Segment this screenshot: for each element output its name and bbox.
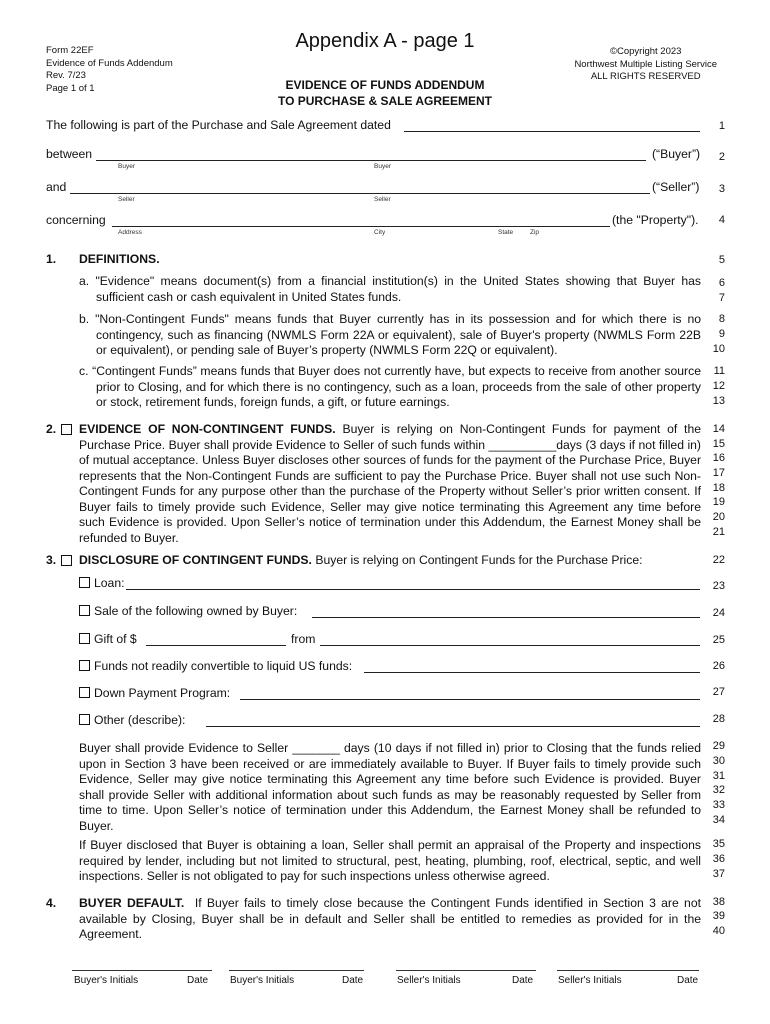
line-number: 17 xyxy=(712,467,725,479)
line-number: 24 xyxy=(712,607,725,619)
line-number: 32 xyxy=(712,784,725,796)
sale-checkbox[interactable] xyxy=(79,605,90,616)
section-2-number: 2. xyxy=(46,422,57,436)
section-1-number: 1. xyxy=(46,252,57,266)
organization: Northwest Multiple Listing Service xyxy=(574,58,717,70)
line-number: 37 xyxy=(712,868,725,880)
other-field[interactable] xyxy=(206,726,700,727)
seller-tag: (“Seller”) xyxy=(652,180,700,194)
line-number: 25 xyxy=(712,634,725,646)
option-gift-label: Gift of $ xyxy=(94,632,137,646)
date-label-2: Date xyxy=(342,975,364,986)
line-number: 12 xyxy=(712,380,725,392)
line-number: 40 xyxy=(712,925,725,937)
page-count: Page 1 of 1 xyxy=(46,82,95,94)
definition-b: b. "Non-Contingent Funds" means funds that Buyer currently has in its possession and for which there is no contingency, such as financing (NWMLS Form 22A or equivalent), sale of Buyer's property (NWMLS Form 22B or equivalent), or pending sale of Buyer’s property (NWMLS Form 22Q or equivalent). xyxy=(79,312,701,357)
option-funds xyxy=(79,659,352,675)
line-number: 28 xyxy=(712,713,725,725)
seller-initials-label-1: Seller's Initials xyxy=(397,975,461,986)
line-number: 16 xyxy=(712,452,725,464)
line-number: 38 xyxy=(712,896,725,908)
line-number: 13 xyxy=(712,395,725,407)
option-down-payment xyxy=(79,686,230,702)
seller-initials-line-2[interactable] xyxy=(557,970,699,971)
definition-a: a. "Evidence" means document(s) from a financial institution(s) in the United States showing that Buyer has sufficient cash or cash equivalent in United States funds. xyxy=(79,274,701,304)
line-number: 33 xyxy=(712,799,725,811)
property-tag: (the "Property"). xyxy=(612,213,699,227)
form-number: Form 22EF xyxy=(46,45,94,56)
line-number: 36 xyxy=(712,853,725,865)
seller-initials-label-2: Seller's Initials xyxy=(558,975,622,986)
buyer-sub-1: Buyer xyxy=(118,163,135,170)
line-number: 35 xyxy=(712,838,725,850)
seller-sub-1: Seller xyxy=(118,196,135,203)
line-number: 18 xyxy=(712,482,725,494)
section-3-checkbox[interactable] xyxy=(61,555,72,566)
option-funds-label: Funds not readily convertible to liquid US funds: xyxy=(94,659,353,673)
section-3-number: 3. xyxy=(46,553,57,567)
copyright-block xyxy=(574,46,717,84)
zip-sub: Zip xyxy=(530,229,540,236)
gift-from-label: from xyxy=(291,632,316,646)
funds-field[interactable] xyxy=(364,672,700,673)
line-number: 23 xyxy=(712,580,725,592)
property-field[interactable] xyxy=(112,226,610,227)
line-number: 8 xyxy=(718,313,725,325)
line-number: 20 xyxy=(712,511,725,523)
form-name: Evidence of Funds Addendum xyxy=(46,57,173,69)
buyer-tag: (“Buyer”) xyxy=(652,147,701,161)
line-number: 27 xyxy=(712,686,725,698)
appendix-title: Appendix A - page 1 xyxy=(295,30,475,52)
line-number: 21 xyxy=(712,526,725,538)
seller-initials-line-1[interactable] xyxy=(396,970,536,971)
line-number: 11 xyxy=(713,365,725,377)
section-2-text xyxy=(79,422,701,546)
line-number: 15 xyxy=(712,438,725,450)
line-number: 19 xyxy=(712,496,725,508)
gift-amount-field[interactable] xyxy=(146,645,286,646)
option-sale xyxy=(79,604,297,620)
option-other-label: Other (describe): xyxy=(94,713,186,727)
option-gift xyxy=(79,632,137,648)
title-line-2: TO PURCHASE & SALE AGREEMENT xyxy=(277,94,493,108)
section-2-title: EVIDENCE OF NON-CONTINGENT FUNDS. xyxy=(79,422,336,436)
section-2-body: Buyer is relying on Non-Contingent Funds for payment of the Purchase Price. Buyer shall provide Evidence to Seller of such funds within __________days (3 days if not filled in) of mutual acceptance. Unless Buyer discloses other sources of funds for the payment of the Purchase Price, Buyer represents that the Non-Contingent Funds are sufficient to pay the Purchase Price. Buyer shall not use such Non-Contingent Funds for any purpose other than the purchase of the Property without Seller’s prior written consent. If Buyer fails to timely provide such Evidence, Seller may give notice terminating this Agreement any time before such Evidence is provided. Upon Seller’s notice of termination under this Addendum, the Earnest Money shall be refunded to Buyer. xyxy=(79,422,702,545)
option-down-payment-label: Down Payment Program: xyxy=(94,686,231,700)
buyer-sub-2: Buyer xyxy=(374,163,391,170)
down-payment-checkbox[interactable] xyxy=(79,687,90,698)
section-1-title: DEFINITIONS. xyxy=(79,252,160,266)
between-label: between xyxy=(46,147,93,161)
line-number: 2 xyxy=(718,151,725,163)
copyright: ©Copyright 2023 xyxy=(610,46,682,57)
line-number: 29 xyxy=(712,740,725,752)
line-number: 5 xyxy=(718,254,725,266)
sale-field[interactable] xyxy=(312,617,700,618)
line-number: 26 xyxy=(712,660,725,672)
line-number: 34 xyxy=(712,814,725,826)
line-number: 1 xyxy=(718,120,725,132)
loan-checkbox[interactable] xyxy=(79,577,90,588)
section-4-body: If Buyer fails to timely close because the Contingent Funds identified in Section 3 are not available by Closing, Buyer shall be in default and Seller shall be entitled to remedies as provided for in the Agreement. xyxy=(79,896,701,941)
line-number: 6 xyxy=(718,277,725,289)
down-payment-field[interactable] xyxy=(240,699,700,700)
section-3-paragraph-1: Buyer shall provide Evidence to Seller _______ days (10 days if not filled in) prior to Closing that the funds relied upon in Section 3 have been received or are immediately available to Buyer. If Buyer fails to timely provide such Evidence, Seller may give notice terminating this Agreement any time before such Evidence is provided. Buyer shall provide Seller with additional information about such funds as may be reasonably requested by Seller from time to time. Upon Seller’s notice of termination under this Addendum, the Earnest Money shall be refunded to Buyer. xyxy=(79,741,701,833)
line-number: 4 xyxy=(718,214,725,226)
buyer-initials-line-1[interactable] xyxy=(72,970,212,971)
buyer-initials-label-1: Buyer's Initials xyxy=(74,975,139,986)
loan-field[interactable] xyxy=(126,589,700,590)
seller-field[interactable] xyxy=(70,193,650,194)
buyer-field[interactable] xyxy=(96,160,646,161)
line-number: 30 xyxy=(712,755,725,767)
address-sub: Address xyxy=(118,229,142,236)
section-3-paragraph-2: If Buyer disclosed that Buyer is obtaining a loan, Seller shall permit an appraisal of the Property and inspections required by lender, including but not limited to structural, pest, heating, plumbing, roof, electrical, septic, and well inspections. Seller is not obligated to pay for such inspections unless otherwise agreed. xyxy=(79,838,701,883)
title-line-1: EVIDENCE OF FUNDS ADDENDUM xyxy=(285,78,485,92)
dated-field[interactable] xyxy=(404,131,700,132)
city-sub: City xyxy=(374,229,386,236)
other-checkbox[interactable] xyxy=(79,714,90,725)
line-number: 9 xyxy=(718,328,725,340)
option-loan xyxy=(79,576,125,592)
buyer-initials-label-2: Buyer's Initials xyxy=(230,975,295,986)
buyer-initials-line-2[interactable] xyxy=(229,970,364,971)
section-2-checkbox[interactable] xyxy=(61,424,72,435)
date-label-4: Date xyxy=(677,975,699,986)
line-number: 10 xyxy=(712,343,725,355)
line-number: 3 xyxy=(718,183,725,195)
gift-from-field[interactable] xyxy=(320,645,700,646)
option-loan-label: Loan: xyxy=(94,576,125,590)
form-revision: Rev. 7/23 xyxy=(46,70,86,81)
section-4-number: 4. xyxy=(46,896,57,910)
definition-c: c. “Contingent Funds” means funds that Buyer does not currently have, but expects to receive from another source prior to Closing, and for which there is no contingency, such as a loan, proceeds from the sale of other property or stock, retirement funds, foreign funds, a gift, or future earnings. xyxy=(79,364,701,409)
section-3-title: DISCLOSURE OF CONTINGENT FUNDS. xyxy=(79,553,312,567)
line-number: 39 xyxy=(712,910,725,922)
section-4-title: BUYER DEFAULT. xyxy=(79,896,185,910)
gift-checkbox[interactable] xyxy=(79,633,90,644)
section-4-text xyxy=(79,896,701,943)
seller-sub-2: Seller xyxy=(374,196,391,203)
line-number: 7 xyxy=(718,292,725,304)
section-3-heading xyxy=(79,553,701,569)
option-other xyxy=(79,713,185,729)
dated-label: The following is part of the Purchase and Sale Agreement dated xyxy=(46,118,391,132)
line-number: 14 xyxy=(712,423,725,435)
line-number: 31 xyxy=(712,770,725,782)
option-sale-label: Sale of the following owned by Buyer: xyxy=(94,604,298,618)
concerning-label: concerning xyxy=(46,213,106,227)
funds-checkbox[interactable] xyxy=(79,660,90,671)
state-sub: State xyxy=(498,229,514,236)
line-number: 22 xyxy=(712,554,725,566)
rights: ALL RIGHTS RESERVED xyxy=(590,71,701,82)
and-label: and xyxy=(46,180,67,194)
date-label-1: Date xyxy=(187,975,209,986)
date-label-3: Date xyxy=(512,975,534,986)
section-3-lead: Buyer is relying on Contingent Funds for the Purchase Price: xyxy=(315,553,643,567)
